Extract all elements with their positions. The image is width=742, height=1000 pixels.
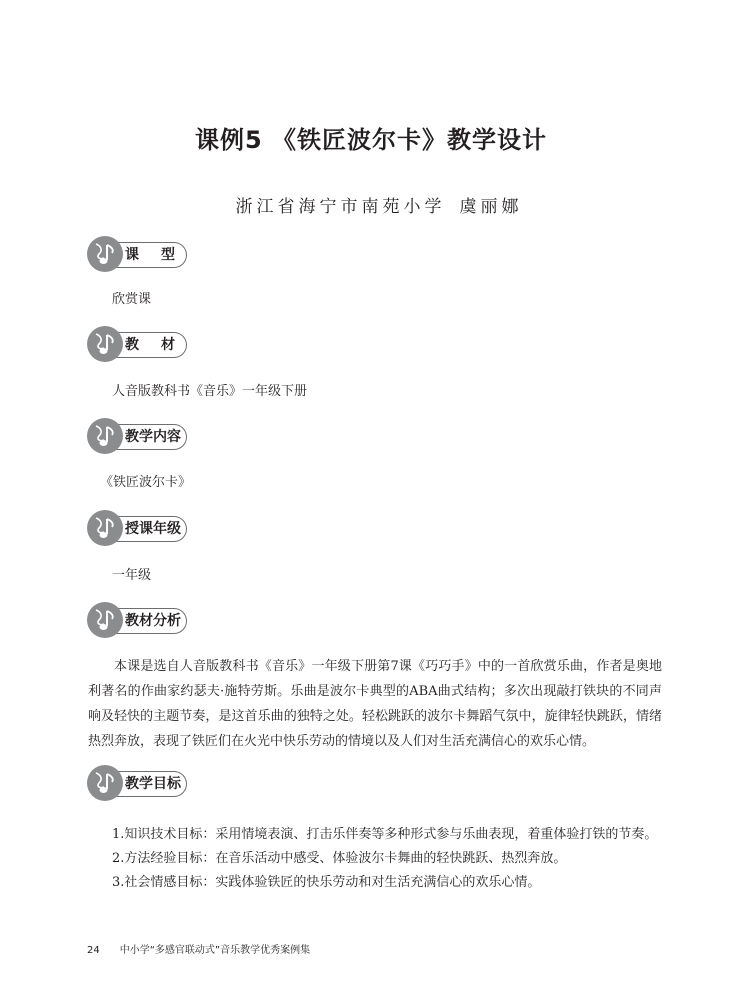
section-heading-grade: [87, 510, 197, 552]
lesson-type-text: 欣赏课: [112, 292, 152, 307]
page-number: 24: [87, 945, 100, 956]
section-heading-goals: [87, 765, 197, 807]
section-heading-label: 教学内容: [125, 429, 181, 445]
music-note-icon: [87, 765, 123, 801]
section-heading-label: 课型: [125, 247, 197, 263]
analysis-paragraph: 本课是选自人音版教科书《音乐》一年级下册第7课《巧巧手》中的一首欣赏乐曲，作者是奥地利著名的作曲家约瑟夫·施特劳斯。乐曲是波尔卡典型的ABA曲式结构；多次出现敲打铁块的不同声响及轻快的主题节奏，是这首乐曲的独特之处。轻松跳跃的波尔卡舞蹈气氛中，旋律轻快跳跃，情绪热烈奔放，表现了铁匠们在火光中快乐劳动的情境以及人们对生活充满信心的欢乐心情。: [88, 659, 662, 749]
goal-item: 3.社会情感目标：实践体验铁匠的快乐劳动和对生活充满信心的欢乐心情。: [112, 875, 541, 890]
section-heading-label: 教学目标: [125, 776, 181, 792]
music-note-icon: [87, 326, 123, 362]
music-note-icon: [87, 602, 123, 638]
music-note-icon: [87, 510, 123, 546]
textbook-text: 人音版教科书《音乐》一年级下册: [112, 384, 308, 399]
goal-item: 1.知识技术目标：采用情境表演、打击乐伴奏等多种形式参与乐曲表现，着重体验打铁的节奏。: [112, 827, 658, 842]
section-heading-label: 授课年级: [125, 521, 181, 537]
music-note-icon: [87, 418, 123, 454]
author-school: 浙江省海宁市南苑小学: [235, 197, 446, 217]
author-name: 虞丽娜: [459, 197, 523, 217]
page-footer: [87, 941, 310, 956]
section-heading-label: 教材: [125, 337, 197, 353]
book-title: 中小学“多感官联动式”音乐教学优秀案例集: [119, 945, 311, 956]
section-heading-textbook: [87, 326, 197, 368]
section-heading-lesson-type: [87, 236, 197, 278]
music-note-icon: [87, 236, 123, 272]
section-heading-analysis: [87, 602, 197, 644]
grade-text: 一年级: [112, 568, 152, 583]
content-text: 《铁匠波尔卡》: [100, 475, 192, 490]
author-line: [0, 192, 742, 217]
section-heading-label: 教材分析: [125, 613, 181, 629]
goal-item: 2.方法经验目标：在音乐活动中感受、体验波尔卡舞曲的轻快跳跃、热烈奔放。: [112, 851, 567, 866]
section-heading-content: [87, 418, 197, 460]
page-title: 课例5 《铁匠波尔卡》教学设计: [194, 126, 548, 154]
